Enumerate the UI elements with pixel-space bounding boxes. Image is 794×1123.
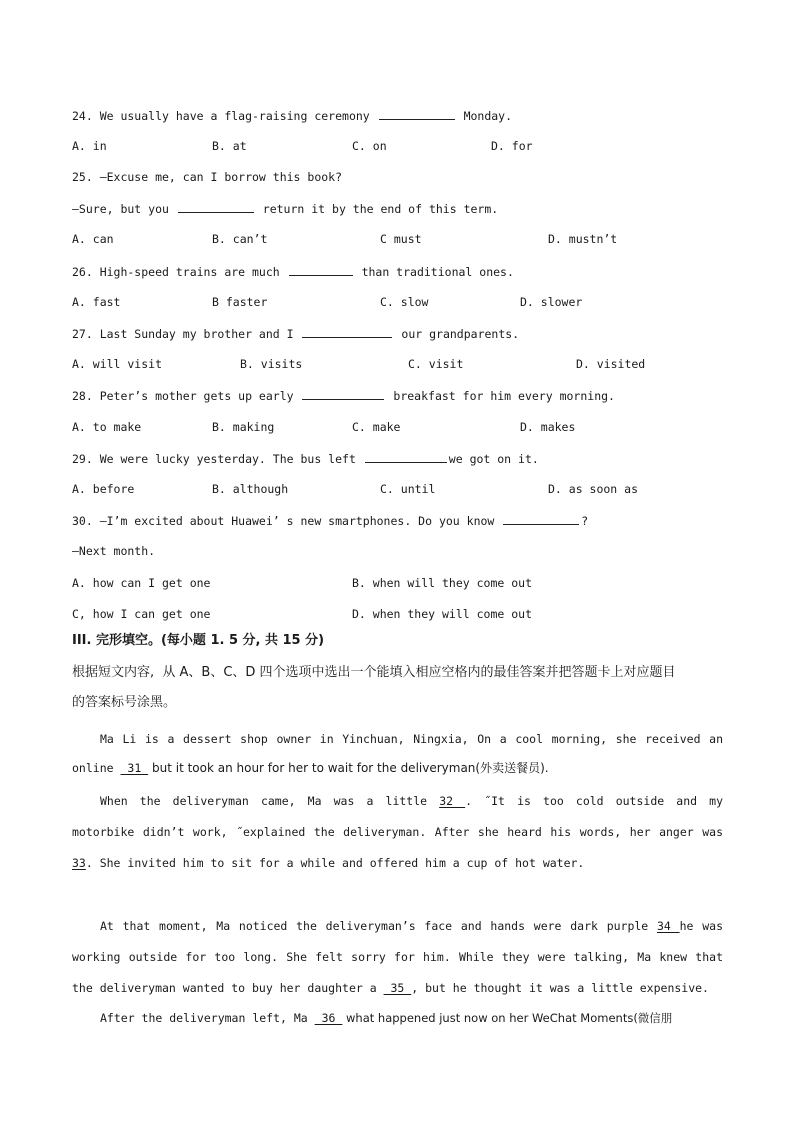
blank-35: 35 — [383, 981, 412, 995]
passage-line: motorbike didn’t work, ˝explained the deliveryman. After she heard his words, her anger was — [72, 825, 723, 839]
question-25-option-d: D. mustn’t — [548, 232, 618, 246]
answer-blank — [365, 451, 447, 463]
question-27-stem: 27. Last Sunday my brother and I our grandparents. — [72, 327, 520, 341]
question-25-option-b: B. can’t — [212, 232, 268, 246]
question-30-option-a: A. how can I get one — [72, 576, 211, 590]
passage-line: the deliveryman wanted to buy her daughter a 35 , but he thought it was a little expensive. — [72, 981, 709, 995]
answer-blank — [302, 388, 384, 400]
question-26-option-d: D. slower — [520, 295, 583, 309]
passage-line: online 31 but it took an hour for her to wait for the deliveryman(外卖送餐员). — [72, 761, 549, 775]
question-25-stem: —Sure, but you return it by the end of this term. — [72, 202, 499, 216]
question-26-option-b: B faster — [212, 295, 268, 309]
question-30-option-b: B. when will they come out — [352, 576, 533, 590]
blank-32: 32 — [439, 794, 466, 808]
section-heading: III. 完形填空。(每小题 1. 5 分, 共 15 分) — [72, 633, 325, 648]
question-29-option-d: D. as soon as — [548, 482, 639, 496]
question-28-option-c: C. make — [352, 420, 401, 434]
question-29-option-c: C. until — [380, 482, 436, 496]
passage-line: 33. She invited him to sit for a while and offered him a cup of hot water. — [72, 856, 585, 870]
question-29-option-b: B. although — [212, 482, 289, 496]
question-24-stem: 24. We usually have a flag-raising ceremony Monday. — [72, 109, 513, 123]
question-29-option-a: A. before — [72, 482, 135, 496]
section-instructions-line1: 根据短文内容, 从 A、B、C、D 四个选项中选出一个能填入相应空格内的最佳答案并把答题卡上对应题目 — [72, 665, 676, 680]
passage-line: working outside for too long. She felt sorry for him. While they were talking, Ma knew that — [72, 950, 723, 964]
passage-line: After the deliveryman left, Ma 36 what happened just now on her WeChat Moments(微信朋 — [100, 1011, 673, 1025]
passage-line: Ma Li is a dessert shop owner in Yinchuan, Ningxia, On a cool morning, she received an — [100, 732, 723, 746]
question-29-stem: 29. We were lucky yesterday. The bus left we got on it. — [72, 452, 539, 466]
question-25-line1: 25. —Excuse me, can I borrow this book? — [72, 170, 343, 184]
question-26-option-c: C. slow — [380, 295, 429, 309]
question-30-stem: 30. —I’m excited about Huawei’ s new smartphones. Do you know ? — [72, 514, 589, 528]
question-24-option-c: C. on — [352, 139, 387, 153]
question-30-option-d: D. when they will come out — [352, 607, 533, 621]
passage-line: When the deliveryman came, Ma was a little 32 . ˝It is too cold outside and my — [100, 794, 723, 808]
answer-blank — [302, 326, 392, 338]
answer-blank — [178, 201, 254, 213]
question-27-option-c: C. visit — [408, 357, 464, 371]
question-28-stem: 28. Peter’s mother gets up early breakfast for him every morning. — [72, 389, 615, 403]
question-27-option-b: B. visits — [240, 357, 303, 371]
blank-34: 34 — [657, 919, 680, 933]
question-30-option-c: C, how I can get one — [72, 607, 211, 621]
question-27-option-d: D. visited — [576, 357, 646, 371]
question-28-option-a: A. to make — [72, 420, 142, 434]
blank-36: 36 — [314, 1011, 343, 1025]
blank-33: 33 — [72, 856, 86, 870]
question-25-option-c: C must — [380, 232, 422, 246]
question-28-option-b: B. making — [212, 420, 275, 434]
answer-blank — [289, 264, 353, 276]
question-27-option-a: A. will visit — [72, 357, 163, 371]
question-28-option-d: D. makes — [520, 420, 576, 434]
passage-line: At that moment, Ma noticed the deliveryman’s face and hands were dark purple 34 he was — [100, 919, 723, 933]
answer-blank — [379, 108, 455, 120]
section-instructions-line2: 的答案标号涂黑。 — [72, 695, 177, 710]
question-30-line2: —Next month. — [72, 544, 156, 558]
answer-blank — [503, 513, 579, 525]
blank-31: 31 — [120, 761, 149, 775]
question-24-option-d: D. for — [491, 139, 533, 153]
question-26-stem: 26. High-speed trains are much than traditional ones. — [72, 265, 514, 279]
question-24-option-a: A. in — [72, 139, 107, 153]
question-25-option-a: A. can — [72, 232, 114, 246]
question-24-option-b: B. at — [212, 139, 247, 153]
question-26-option-a: A. fast — [72, 295, 121, 309]
